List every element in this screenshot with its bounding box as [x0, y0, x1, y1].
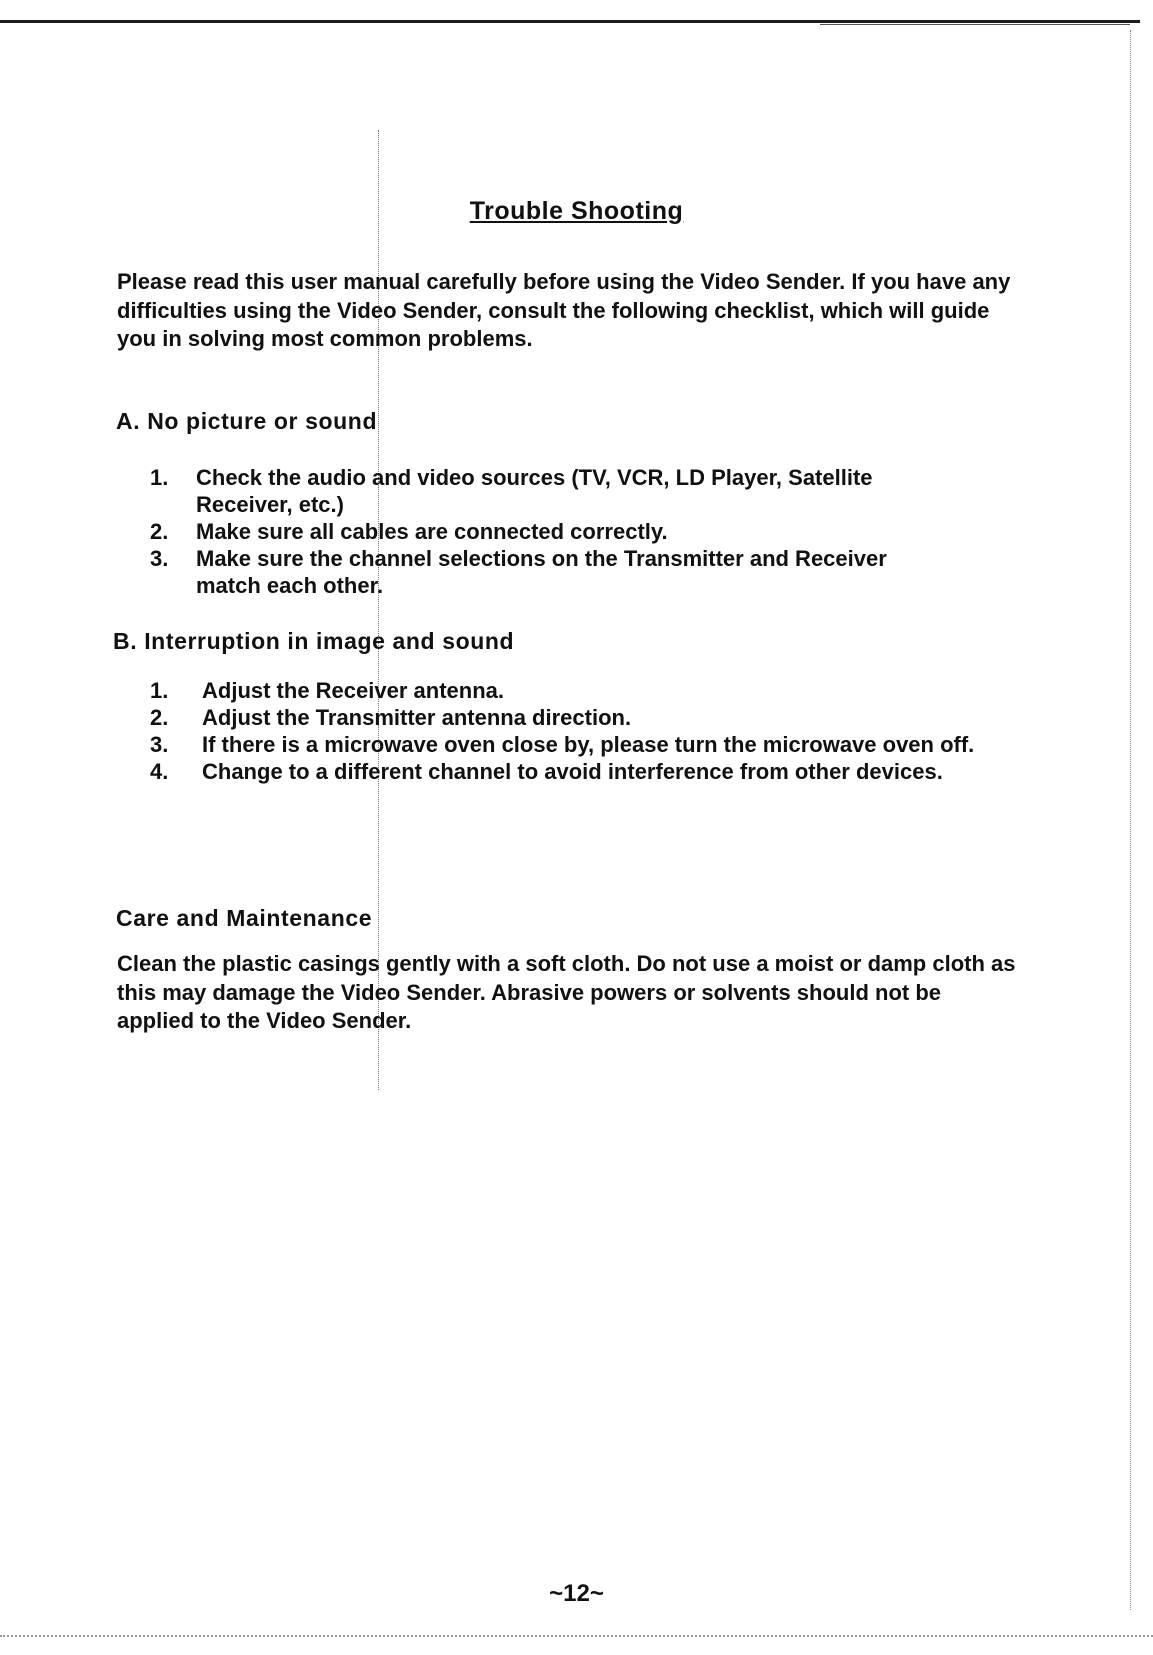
list-item — [150, 677, 1010, 704]
list-item-text: Make sure the channel selections on the Transmitter and Receiver match each other. — [196, 546, 887, 598]
section-b-list — [150, 677, 1010, 785]
top-rule-secondary — [820, 24, 1130, 25]
list-item-text: Change to a different channel to avoid interference from other devices. — [202, 759, 943, 784]
list-item-number: 4. — [150, 759, 169, 784]
section-a-heading: A. No picture or sound — [116, 408, 378, 434]
list-item-text: If there is a microwave oven close by, please turn the microwave oven off. — [202, 732, 975, 757]
list-item-number: 3. — [150, 732, 169, 757]
list-item — [150, 758, 1010, 785]
list-item — [150, 518, 950, 545]
list-item — [150, 464, 950, 518]
page-number: ~12~ — [549, 1580, 604, 1607]
list-item — [150, 704, 1010, 731]
list-item — [150, 731, 1010, 758]
section-b-heading: B. Interruption in image and sound — [113, 628, 515, 654]
list-item-text: Make sure all cables are connected correctly. — [196, 519, 668, 544]
care-heading: Care and Maintenance — [116, 905, 373, 931]
list-item-text: Adjust the Transmitter antenna direction. — [202, 705, 632, 730]
list-item-number: 2. — [150, 519, 169, 544]
list-item-number: 1. — [150, 678, 169, 703]
intro-paragraph: Please read this user manual carefully before using the Video Sender. If you have any difficulties using the Video Sender, consult the following checklist, which will guide you in solving most common problems. — [117, 269, 1011, 351]
list-item-text: Adjust the Receiver antenna. — [202, 678, 504, 703]
list-item-number: 3. — [150, 546, 169, 571]
list-item-number: 1. — [150, 465, 169, 490]
list-item — [150, 545, 950, 599]
scan-bottom-edge — [0, 1635, 1153, 1637]
list-item-number: 2. — [150, 705, 169, 730]
section-a-list — [150, 464, 950, 599]
list-item-text: Check the audio and video sources (TV, VCR, LD Player, Satellite Receiver, etc.) — [196, 465, 873, 517]
top-rule — [0, 20, 1140, 23]
care-paragraph: Clean the plastic casings gently with a soft cloth. Do not use a moist or damp cloth as this may damage the Video Sender. Abrasive powers or solvents should not be applied to the Video Sender. — [117, 951, 1016, 1033]
scan-right-edge — [1130, 30, 1131, 1610]
page-title: Trouble Shooting — [469, 197, 684, 225]
